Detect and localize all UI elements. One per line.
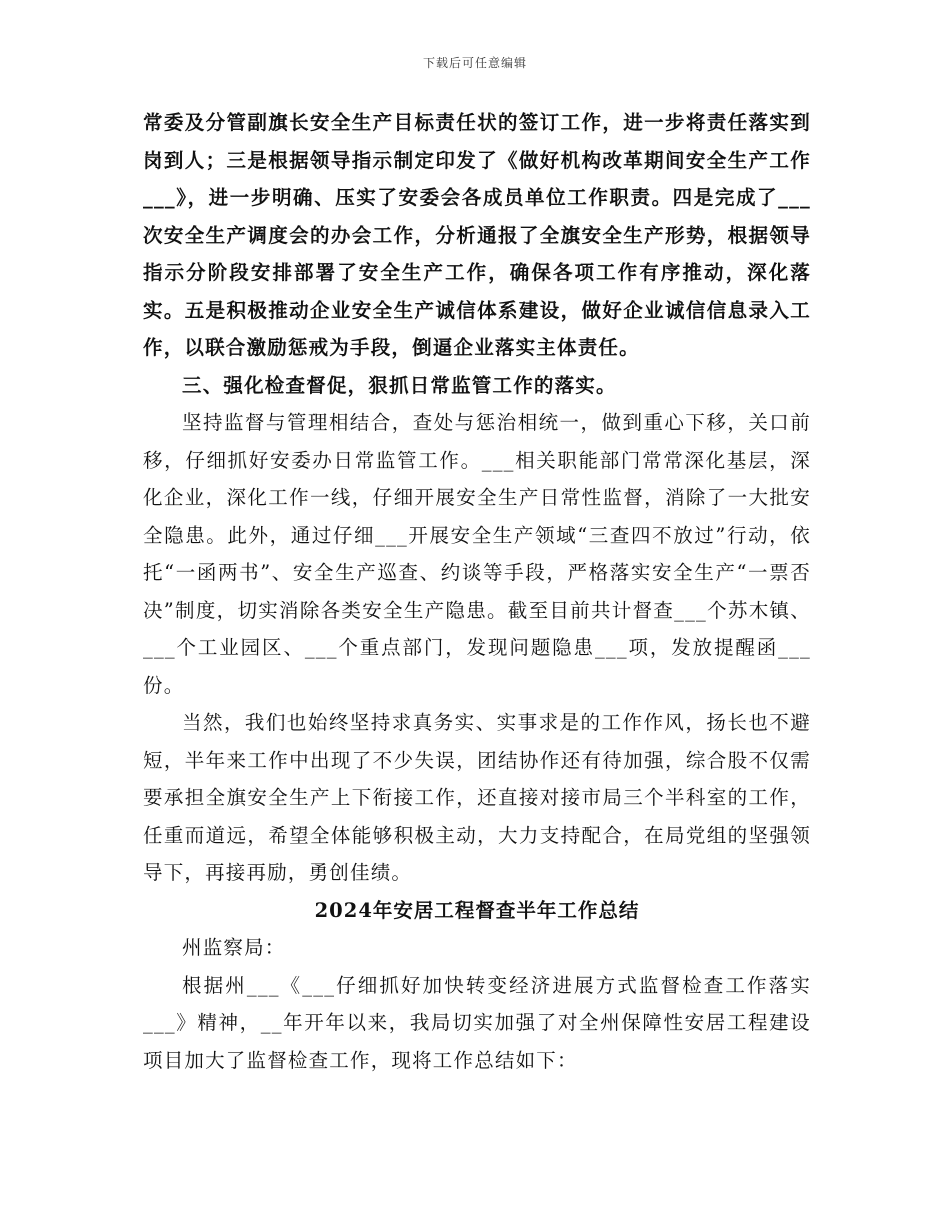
paragraph-conclusion: 当然，我们也始终坚持求真务实、实事求是的工作作风，扬长也不避短，半年来工作中出现了不少失误，团结协作还有待加强，综合股不仅需要承担全旗安全生产上下衔接工作，还直接对接市局三个半科室的工作，任重而道远，希望全体能够积极主动，大力支持配合，在局党组的坚强领导下，再接再励，勇创佳绩。 [143, 711, 811, 884]
salutation: 州监察局： [182, 936, 286, 959]
document-title: 2024年安居工程督查半年工作总结 [314, 898, 640, 922]
section-heading-3: 三、强化检查督促，狠抓日常监管工作的落实。 [182, 373, 617, 397]
paragraph-responsibility: 常委及分管副旗长安全生产目标责任状的签订工作，进一步将责任落实到岗到人；三是根据领导指示制定印发了《做好机构改革期间安全生产工作___》，进一步明确、压实了安委会各成员单位工作职责。四是完成了___次安全生产调度会的办会工作，分析通报了全旗安全生产形势，根据领导指示分阶段安排部署了安全生产工作，确保各项工作有序推动，深化落实。五是积极推动企业安全生产诚信体系建设，做好企业诚信信息录入工作，以联合激励惩戒为手段，倒逼企业落实主体责任。 [143, 111, 811, 359]
document-body [143, 104, 811, 1079]
page-header-note: 下载后可任意编辑 [422, 56, 527, 70]
paragraph-inspection: 坚持监督与管理相结合，查处与惩治相统一，做到重心下移，关口前移，仔细抓好安委办日常监管工作。___相关职能部门常常深化基层，深化企业，深化工作一线，仔细开展安全生产日常性监督，消除了一大批安全隐患。此外，通过仔细___开展安全生产领域“三查四不放过”行动，依托“一函两书”、安全生产巡查、约谈等手段，严格落实安全生产“一票否决”制度，切实消除各类安全生产隐患。截至目前共计督查___个苏木镇、___个工业园区、___个重点部门，发现问题隐患___项，发放提醒函___份。 [143, 411, 811, 697]
paragraph-intro: 根据州___《___仔细抓好加快转变经济进展方式监督检查工作落实___》精神，__年开年以来，我局切实加强了对全州保障性安居工程建设项目加大了监督检查工作，现将工作总结如下： [143, 973, 811, 1072]
